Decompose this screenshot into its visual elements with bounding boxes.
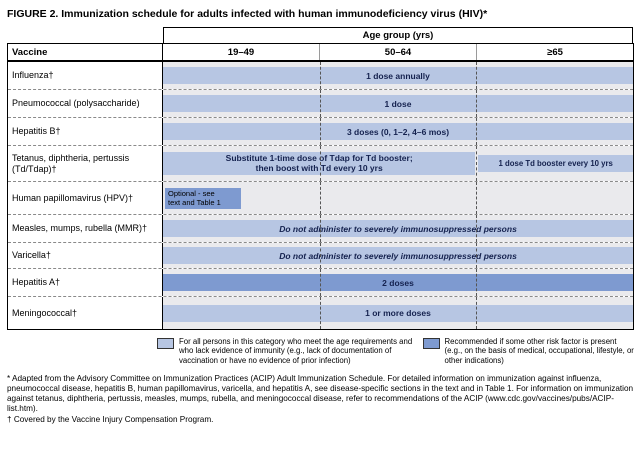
schedule-table [7,43,634,330]
row-pneumococcal [8,90,633,118]
vaccine-name-mmr: Measles, mumps, rubella (MMR)† [8,215,163,242]
vaccine-name-varicella: Varicella† [8,243,163,268]
vaccine-name-hepatitis-a: Hepatitis A† [8,269,163,296]
bar-hepatitis-b: 3 doses (0, 1–2, 4–6 mos) [163,123,633,140]
age-column-header-50-64: 50–64 [319,44,476,60]
bar-pneumococcal: 1 dose [163,95,633,112]
cells-hepatitis-a [163,269,633,296]
legend-text-for-all-persons: For all persons in this category who meet the age requirements and who lack evidence of immunity (e.g., lack of documentation of vaccination or have no evidence of prior infection) [179,337,413,365]
cells-hepatitis-b [163,118,633,145]
legend-item-risk-factor [423,337,634,365]
footnote-asterisk: * Adapted from the Advisory Committee on Immunization Practices (ACIP) Adult Immunization Schedule. For detailed information on immunization against influenza, pneumococcal disease, hepatitis B, human papillomavirus, varicella, and hepatitis A, see disease-specific sections in the text and in Table 1. For information on immunization against tetanus, diphtheria, pertussis, measles, mumps, rubella, and meningococcal disease, refer to recommendations of the ACIP (www.cdc.gov/vaccines/pubs/ACIP-list.htm). [7,374,634,414]
legend [157,337,634,365]
row-tdap [8,146,633,182]
bar-mmr: Do not administer to severely immunosuppressed persons [163,220,633,237]
bar-meningococcal: 1 or more doses [163,305,633,322]
vaccine-name-hepatitis-b: Hepatitis B† [8,118,163,145]
cells-mmr [163,215,633,242]
age-column-header-65plus: ≥65 [476,44,633,60]
vaccine-name-pneumococcal: Pneumococcal (polysaccharide) [8,90,163,117]
age-group-header: Age group (yrs) [163,27,633,43]
bar-hpv-line2: text and Table 1 [168,198,221,207]
row-hpv [8,182,633,215]
bar-tdap-65plus: 1 dose Td booster every 10 yrs [478,155,633,172]
cells-varicella [163,243,633,268]
figure-title: FIGURE 2. Immunization schedule for adults infected with human immunodeficiency virus (HIV)* [7,8,488,20]
legend-text-risk-factor: Recommended if some other risk factor is present (e.g., on the basis of medical, occupational, lifestyle, or other indications) [444,337,634,365]
vaccine-name-tdap: Tetanus, diphtheria, pertussis (Td/Tdap)† [8,146,163,181]
row-hepatitis-a [8,269,633,297]
bar-hepatitis-a: 2 doses [163,274,633,291]
cells-meningococcal [163,297,633,329]
row-influenza [8,62,633,90]
bar-hpv-line1: Optional - see [168,189,215,199]
cells-tdap [163,146,633,181]
vaccine-name-hpv: Human papillomavirus (HPV)† [8,182,163,214]
row-mmr [8,215,633,243]
bar-tdap-19-64 [163,152,475,175]
footnote-dagger: † Covered by the Vaccine Injury Compensation Program. [7,415,214,425]
age-column-headers [163,44,633,60]
bar-tdap-line2: then boost with Td every 10 yrs [255,162,383,173]
light-blue-swatch-icon [157,338,174,349]
row-hepatitis-b [8,118,633,146]
cells-influenza [163,62,633,89]
vaccine-name-meningococcal: Meningococcal† [8,297,163,329]
legend-item-for-all-persons [157,337,423,365]
column-header-row [8,44,633,62]
bar-tdap-line1: Substitute 1-time dose of Tdap for Td booster; [225,153,413,163]
cells-hpv [163,182,633,214]
footnotes [7,374,634,425]
age-column-header-19-49: 19–49 [227,47,255,58]
bar-influenza: 1 dose annually [163,67,633,84]
dark-blue-swatch-icon [423,338,440,349]
vaccine-column-header: Vaccine [8,44,163,60]
schedule-body [8,62,633,329]
cells-pneumococcal [163,90,633,117]
row-varicella [8,243,633,269]
row-meningococcal [8,297,633,329]
vaccine-name-influenza: Influenza† [8,62,163,89]
bar-hpv-optional [165,188,241,209]
bar-varicella: Do not administer to severely immunosuppressed persons [163,247,633,264]
